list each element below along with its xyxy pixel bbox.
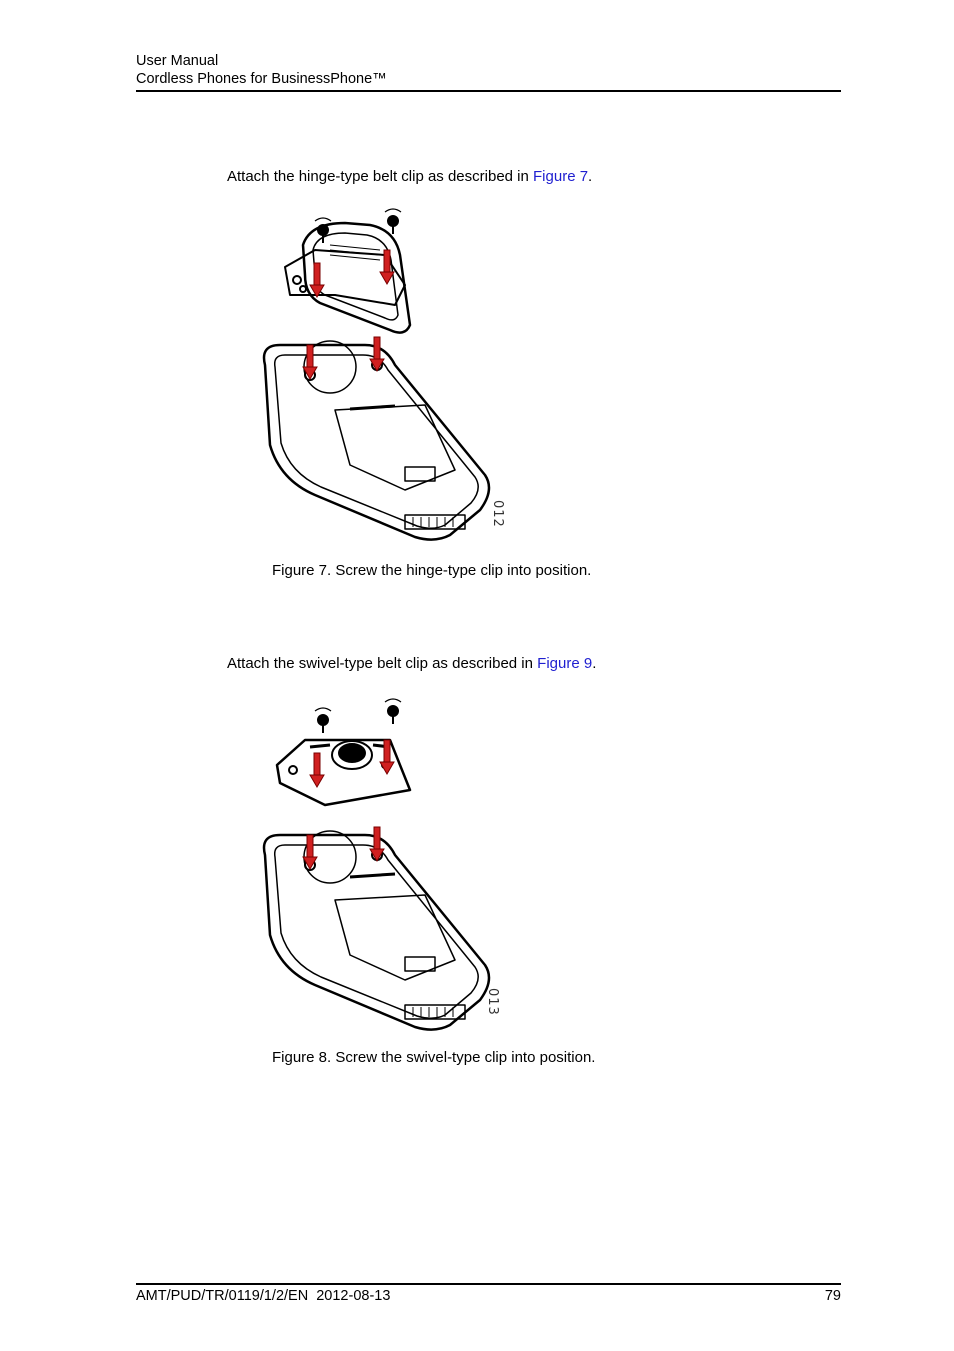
- instruction-text: Attach the hinge-type belt clip as described in: [227, 168, 534, 185]
- instruction-period: .: [588, 168, 593, 185]
- page-number: 79: [824, 1288, 841, 1304]
- figure-8-caption: Figure 8. Screw the swivel-type clip into position.: [272, 1049, 596, 1066]
- swivel-clip-illustration: [255, 695, 525, 1035]
- instruction-swivel-clip: [227, 655, 596, 673]
- figure-code-012: 012: [490, 500, 505, 528]
- header-rule: [136, 90, 841, 92]
- figure-7-caption: Figure 7. Screw the hinge-type clip into position.: [272, 562, 592, 579]
- screw-icon: [385, 699, 401, 724]
- instruction-period: .: [592, 655, 597, 672]
- header-title: User Manual: [136, 53, 219, 69]
- figure-9-link[interactable]: Figure 9: [537, 655, 593, 672]
- figure-7-link[interactable]: Figure 7: [533, 168, 589, 185]
- instruction-hinge-clip: [227, 168, 592, 186]
- screw-icon: [385, 209, 401, 234]
- instruction-text: Attach the swivel-type belt clip as described in: [227, 655, 538, 672]
- header-subtitle: Cordless Phones for BusinessPhone™: [136, 71, 387, 87]
- screw-icon: [315, 218, 331, 243]
- footer-rule: [136, 1283, 841, 1285]
- screw-icon: [315, 708, 331, 733]
- figure-code-013: 013: [485, 988, 500, 1016]
- hinge-clip-illustration: [255, 205, 525, 545]
- footer-doc-id: AMT/PUD/TR/0119/1/2/EN 2012-08-13: [136, 1288, 391, 1304]
